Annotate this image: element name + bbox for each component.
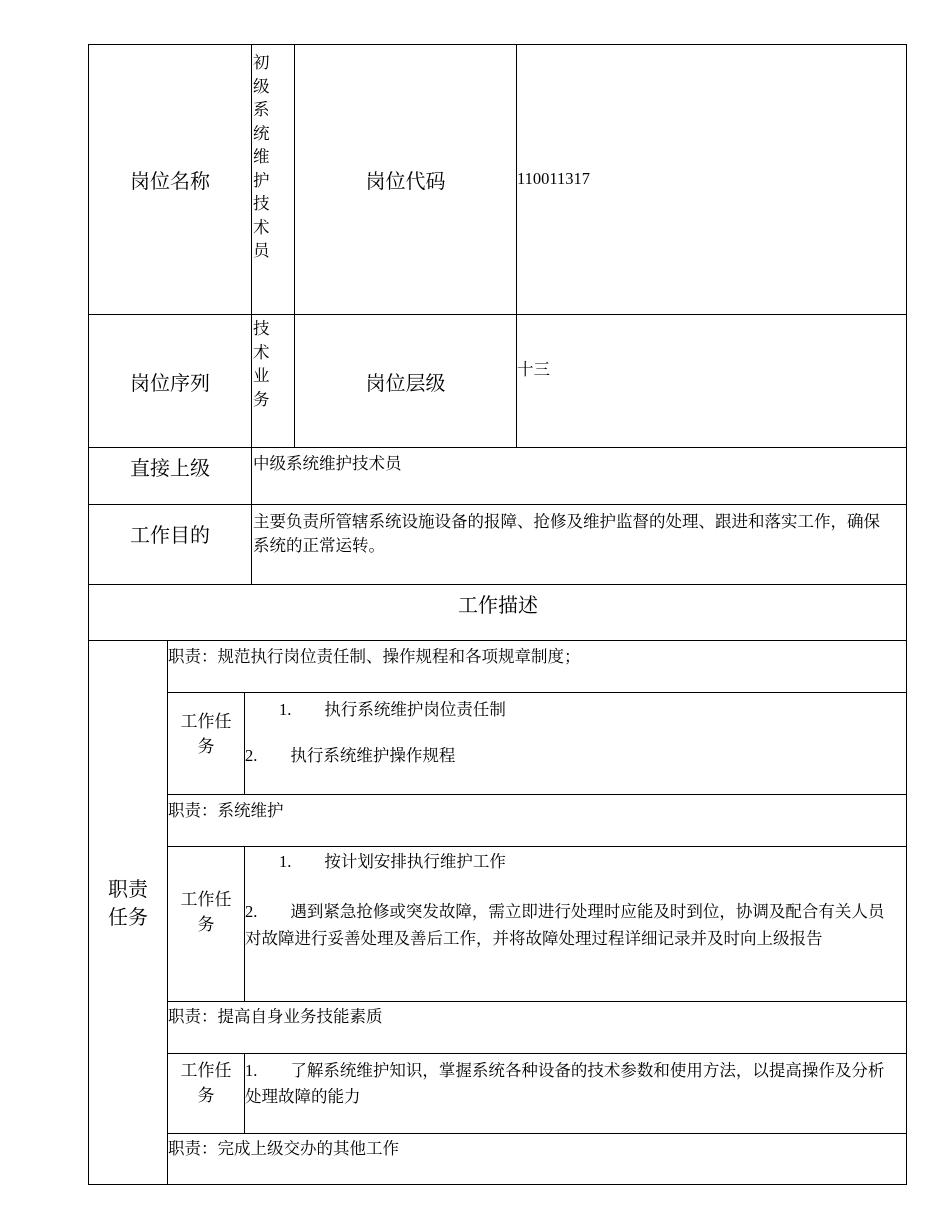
post-level-cell <box>516 314 907 447</box>
task-item: 1. 执行系统维护岗位责任制 <box>279 700 506 719</box>
post-seq-value: 技术业务 <box>253 319 270 409</box>
duty-label-cell <box>88 640 167 1185</box>
duty-row <box>167 640 907 692</box>
post-code-value: 110011317 <box>517 168 591 188</box>
post-code-label: 岗位代码 <box>294 44 516 314</box>
description-title-cell <box>88 584 907 640</box>
description-title: 工作描述 <box>458 595 538 617</box>
task-item: 1. 按计划安排执行维护工作 <box>279 852 506 871</box>
purpose-value: 主要负责所管辖系统设施设备的报障、抢修及维护监督的处理、跟进和落实工作，确保系统的正常运转。 <box>253 512 880 555</box>
task-label: 工作任务 <box>180 712 232 756</box>
post-seq-label: 岗位序列 <box>88 314 251 447</box>
post-level-value: 十三 <box>517 360 550 379</box>
task-item: 2. 执行系统维护操作规程 <box>245 746 456 765</box>
duty-row <box>167 1001 907 1053</box>
task-cell <box>244 846 907 1001</box>
task-label: 工作任务 <box>180 1061 232 1105</box>
superior-label <box>88 447 251 504</box>
post-seq-cell <box>251 314 294 447</box>
task-label-cell <box>167 1053 244 1133</box>
purpose-cell <box>251 504 907 584</box>
duty-row <box>167 1133 907 1185</box>
duty-label: 职责任务 <box>108 879 148 929</box>
duty-text: 职责：提高自身业务技能素质 <box>168 1007 383 1026</box>
post-name-value: 初级系统维护技术员 <box>253 53 270 260</box>
duty-text: 职责：完成上级交办的其他工作 <box>168 1139 399 1158</box>
task-label-cell <box>167 846 244 1001</box>
task-item: 1. 了解系统维护知识，掌握系统各种设备的技术参数和使用方法，以提高操作及分析处理故障的能力 <box>245 1061 885 1106</box>
post-level-label: 岗位层级 <box>294 314 516 447</box>
superior-label-text: 直接上级 <box>130 458 210 480</box>
post-code-cell <box>516 44 907 314</box>
post-name-label: 岗位名称 <box>88 44 251 314</box>
duty-text: 职责：规范执行岗位责任制、操作规程和各项规章制度； <box>168 647 581 666</box>
purpose-label <box>88 504 251 584</box>
task-cell <box>244 692 907 794</box>
superior-value: 中级系统维护技术员 <box>253 454 402 473</box>
duty-text: 职责：系统维护 <box>168 801 284 820</box>
task-label: 工作任务 <box>180 890 232 934</box>
task-label-cell <box>167 692 244 794</box>
purpose-label-text: 工作目的 <box>130 525 210 547</box>
duty-row <box>167 794 907 846</box>
superior-cell <box>251 447 907 504</box>
task-cell <box>244 1053 907 1133</box>
task-item: 2. 遇到紧急抢修或突发故障，需立即进行处理时应能及时到位，协调及配合有关人员对故障进行妥善处理及善后工作，并将故障处理过程详细记录并及时向上级报告 <box>245 902 885 948</box>
post-name-cell <box>251 44 294 314</box>
